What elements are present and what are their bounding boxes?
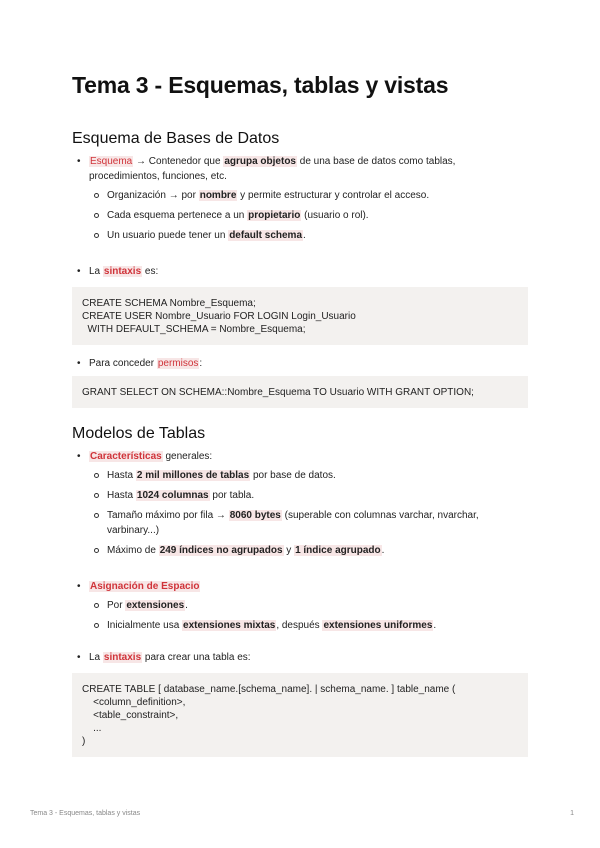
bold-highlight: 2 mil millones de tablas (136, 470, 250, 481)
bold-highlight: 249 índices no agrupados (159, 545, 283, 556)
text: . (185, 600, 188, 611)
bullet-list (72, 579, 528, 633)
list-item (72, 264, 528, 279)
text: Tamaño máximo por fila → (107, 510, 229, 521)
text: de una base de datos como tablas, procedimientos, funciones, etc. (89, 156, 456, 182)
text: : (199, 358, 203, 369)
bold-highlight: propietario (248, 210, 301, 221)
list-item (89, 208, 528, 223)
text: Inicialmente usa (107, 620, 183, 631)
list-item (72, 449, 528, 558)
text: generales: (162, 451, 213, 462)
text: . (303, 230, 306, 241)
keyword-highlight: Asignación de Espacio (90, 581, 200, 592)
text: . (433, 620, 437, 631)
text: Hasta (107, 490, 136, 501)
list-item (72, 579, 528, 633)
keyword-highlight: permisos (157, 358, 199, 369)
text: Hasta (107, 470, 136, 481)
section-heading-esquema: Esquema de Bases de Datos (72, 130, 280, 147)
list-item (89, 228, 528, 243)
bullet-list (72, 449, 528, 558)
code-block: CREATE TABLE [ database_name.[schema_name]. | schema_name. ] table_name ( <column_definition>, <table_constraint>, ... ) (72, 673, 528, 757)
keyword-highlight: Características (90, 451, 162, 462)
text: . (381, 545, 385, 556)
text: Un usuario puede tener un (107, 230, 229, 241)
text: para crear una tabla es: (142, 652, 251, 663)
sub-list (89, 468, 528, 558)
bold-highlight: extensiones uniformes (323, 620, 433, 631)
code-block: GRANT SELECT ON SCHEMA::Nombre_Esquema TO Usuario WITH GRANT OPTION; (72, 376, 528, 408)
list-item (89, 618, 528, 633)
bold-highlight: default schema (229, 230, 303, 241)
bold-highlight: 8060 bytes (229, 510, 281, 521)
text: Cada esquema pertenece a un (107, 210, 248, 221)
list-item (89, 468, 528, 483)
bullet-list (72, 356, 528, 371)
document-page (72, 72, 528, 757)
page-title: Tema 3 - Esquemas, tablas y vistas (72, 72, 449, 98)
text: La (89, 652, 103, 663)
text: → Contenedor que (133, 156, 224, 167)
page-footer (30, 810, 574, 817)
keyword-highlight: sintaxis (103, 266, 142, 277)
list-item (89, 508, 528, 538)
text: y permite estructurar y controlar el acceso. (237, 190, 430, 201)
bold-highlight: 1024 columnas (136, 490, 209, 501)
text: Máximo de (107, 545, 159, 556)
bold-highlight: extensiones mixtas (183, 620, 276, 631)
list-item (89, 598, 528, 613)
code-block: CREATE SCHEMA Nombre_Esquema; CREATE USER Nombre_Usuario FOR LOGIN Login_Usuario WITH DEFAULT_SCHEMA = Nombre_Esquema; (72, 287, 528, 345)
text: (usuario o rol). (301, 210, 369, 221)
bold-highlight: nombre (199, 190, 237, 201)
section-heading-tablas: Modelos de Tablas (72, 425, 206, 442)
bold-highlight: agrupa objetos (224, 156, 296, 167)
keyword-highlight: sintaxis (103, 652, 142, 663)
text: (superable con columnas varchar, nvarchar, varbinary...) (107, 510, 479, 536)
list-item (72, 650, 528, 665)
text: por base de datos. (250, 470, 336, 481)
bullet-list (72, 264, 528, 279)
text: Por (107, 600, 126, 611)
text: y (283, 545, 295, 556)
list-item (89, 543, 528, 558)
bullet-list (72, 154, 528, 243)
text: Para conceder (89, 358, 157, 369)
list-item (89, 488, 528, 503)
list-item (72, 154, 528, 243)
text: La (89, 266, 103, 277)
bold-highlight: 1 índice agrupado (295, 545, 381, 556)
text: por tabla. (209, 490, 255, 501)
text: , después (276, 620, 323, 631)
footer-title: Tema 3 - Esquemas, tablas y vistas (30, 810, 141, 817)
text: Organización → por (107, 190, 199, 201)
sub-list (89, 188, 528, 243)
sub-list (89, 598, 528, 633)
page-number: 1 (570, 810, 574, 817)
bold-highlight: extensiones (126, 600, 185, 611)
list-item (89, 188, 528, 203)
bullet-list (72, 650, 528, 665)
list-item (72, 356, 528, 371)
text: es: (142, 266, 159, 277)
keyword-highlight: Esquema (90, 156, 133, 167)
